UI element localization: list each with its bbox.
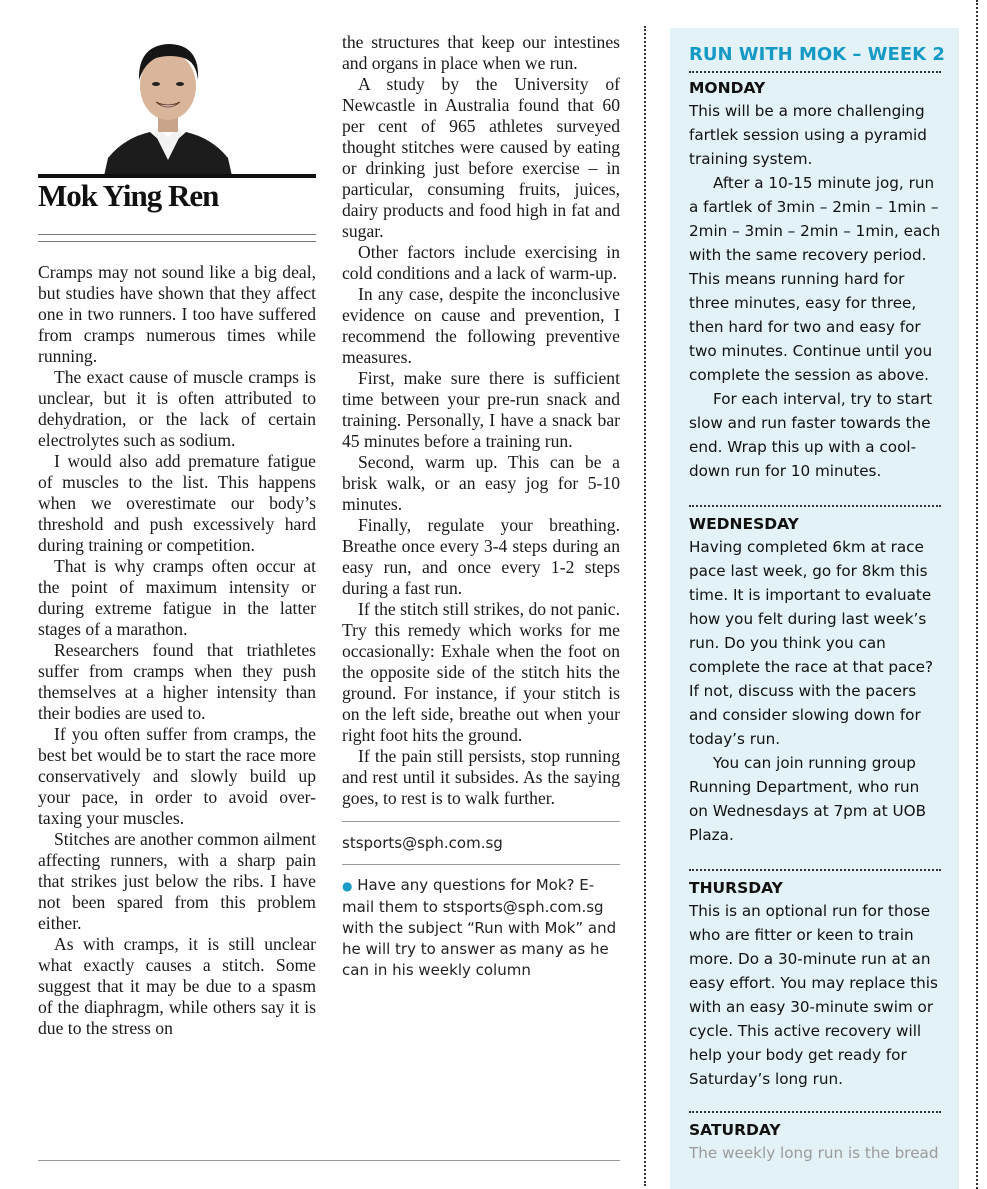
day-paragraph: After a 10-15 minute jog, run a fartlek of 3min – 2min – 1min – 2min – 3min – 2min – 1min, each with the same recovery period. This means running hard for three minutes, easy for three, then hard for two and easy for two minutes. Continue until you complete the session as above.: [689, 174, 941, 384]
paragraph: Other factors include exercising in cold conditions and a lack of warm-up.: [342, 242, 620, 283]
day-monday: [689, 79, 941, 483]
day-paragraph: Having completed 6km at race pace last week, go for 8km this time. It is important to evaluate how you felt during last week’s run. Do you think you can complete the race at that pace? If not, discuss with the pacers and consider slowing down for today’s run.: [689, 538, 934, 748]
day-title: MONDAY: [689, 79, 766, 97]
paragraph: Cramps may not sound like a big deal, but studies have shown that they affect one in two runners. I too have suffered from cramps numerous times while running.: [38, 262, 316, 366]
faded-text: The weekly long run is the bread: [689, 1144, 939, 1162]
day-wednesday: [689, 515, 941, 847]
paragraph: First, make sure there is sufficient time between your pre-run snack and training. Personally, I have a snack bar 45 minutes before a training run.: [342, 368, 620, 451]
day-paragraph: You can join running group Running Department, who run on Wednesdays at 7pm at UOB Plaza.: [689, 754, 927, 844]
day-paragraph: This will be a more challenging fartlek session using a pyramid training system.: [689, 102, 927, 168]
sidebar-title: RUN WITH MOK – WEEK 2: [689, 44, 941, 73]
paragraph: Finally, regulate your breathing. Breathe once every 3-4 steps during an easy run, and once every 1-2 steps during a fast run.: [342, 515, 620, 598]
paragraph: I would also add premature fatigue of muscles to the list. This happens when we overestimate our body’s threshold and push excessively hard during training or competition.: [38, 451, 316, 555]
paragraph: If the stitch still strikes, do not panic. Try this remedy which works for me occasionally: Exhale when the foot on the opposite side of the stitch hits the ground. For instance, if your stitch is on the left side, breathe out when your right foot hits the ground.: [342, 599, 620, 745]
paragraph: As with cramps, it is still unclear what exactly causes a stitch. Some suggest that it may be due to a spasm of the diaphragm, while others say it is due to the stress on: [38, 934, 316, 1038]
day-paragraph: This is an optional run for those who are fitter or keen to train more. Do a 30-minute run at an easy effort. You may replace this with an easy 30-minute swim or cycle. This active recovery will help your body get ready for Saturday’s long run.: [689, 902, 938, 1088]
paragraph: the structures that keep our intestines and organs in place when we run.: [342, 32, 620, 73]
paragraph: That is why cramps often occur at the point of maximum intensity or during extreme fatigue in the latter stages of a marathon.: [38, 556, 316, 639]
dotted-column-separator: [644, 26, 646, 1186]
day-title: WEDNESDAY: [689, 515, 799, 533]
author-photo: [104, 28, 232, 176]
paragraph: Researchers found that triathletes suffer from cramps when they push themselves at a higher intensity than their bodies are used to.: [38, 640, 316, 723]
day-thursday: [689, 879, 941, 1091]
day-title-saturday: SATURDAY: [689, 1121, 781, 1139]
training-sidebar: [670, 28, 959, 1189]
paragraph: Stitches are another common ailment affecting runners, with a sharp pain that strikes just below the ribs. I have not been spared from this problem either.: [38, 829, 316, 933]
dotted-page-edge: [976, 0, 978, 1189]
contact-email[interactable]: stsports@sph.com.sg: [342, 834, 503, 852]
paragraph: In any case, despite the inconclusive evidence on cause and prevention, I recommend the following preventive measures.: [342, 284, 620, 367]
day-separator: [689, 505, 941, 507]
column-2: [342, 32, 620, 981]
column-2-text: [342, 32, 620, 809]
author-name: Mok Ying Ren: [38, 178, 219, 213]
bottom-rule: [38, 1160, 620, 1161]
paragraph: A study by the University of Newcastle in Australia found that 60 per cent of 965 athletes surveyed thought stitches were caused by eating or drinking just before exercise – in particular, consuming fruits, juices, dairy products and food high in fat and sugar.: [342, 74, 620, 241]
day-paragraph: For each interval, try to start slow and run faster towards the end. Wrap this up with a cool-down run for 10 minutes.: [689, 390, 933, 480]
day-title: THURSDAY: [689, 879, 783, 897]
email-top-rule: [342, 821, 620, 822]
email-bottom-rule: [342, 864, 620, 865]
paragraph: If you often suffer from cramps, the best bet would be to start the race more conservatively and slowly build up your pace, in order to avoid over-taxing your muscles.: [38, 724, 316, 828]
questions-text: Have any questions for Mok? E-mail them to stsports@sph.com.sg with the subject “Run with Mok” and he will try to answer as many as he can in his weekly column: [342, 876, 617, 979]
paragraph: Second, warm up. This can be a brisk walk, or an easy jog for 5-10 minutes.: [342, 452, 620, 514]
day-separator: [689, 1111, 941, 1113]
paragraph: The exact cause of muscle cramps is unclear, but it is often attributed to dehydration, or the lack of certain electrolytes such as sodium.: [38, 367, 316, 450]
paragraph: If the pain still persists, stop running and rest until it subsides. As the saying goes, to rest is to walk further.: [342, 746, 620, 808]
day-separator: [689, 869, 941, 871]
bullet-dot-icon: ●: [342, 879, 353, 893]
column-1-text: [38, 262, 316, 1039]
questions-note: [342, 875, 620, 981]
author-double-rule: [38, 234, 316, 242]
